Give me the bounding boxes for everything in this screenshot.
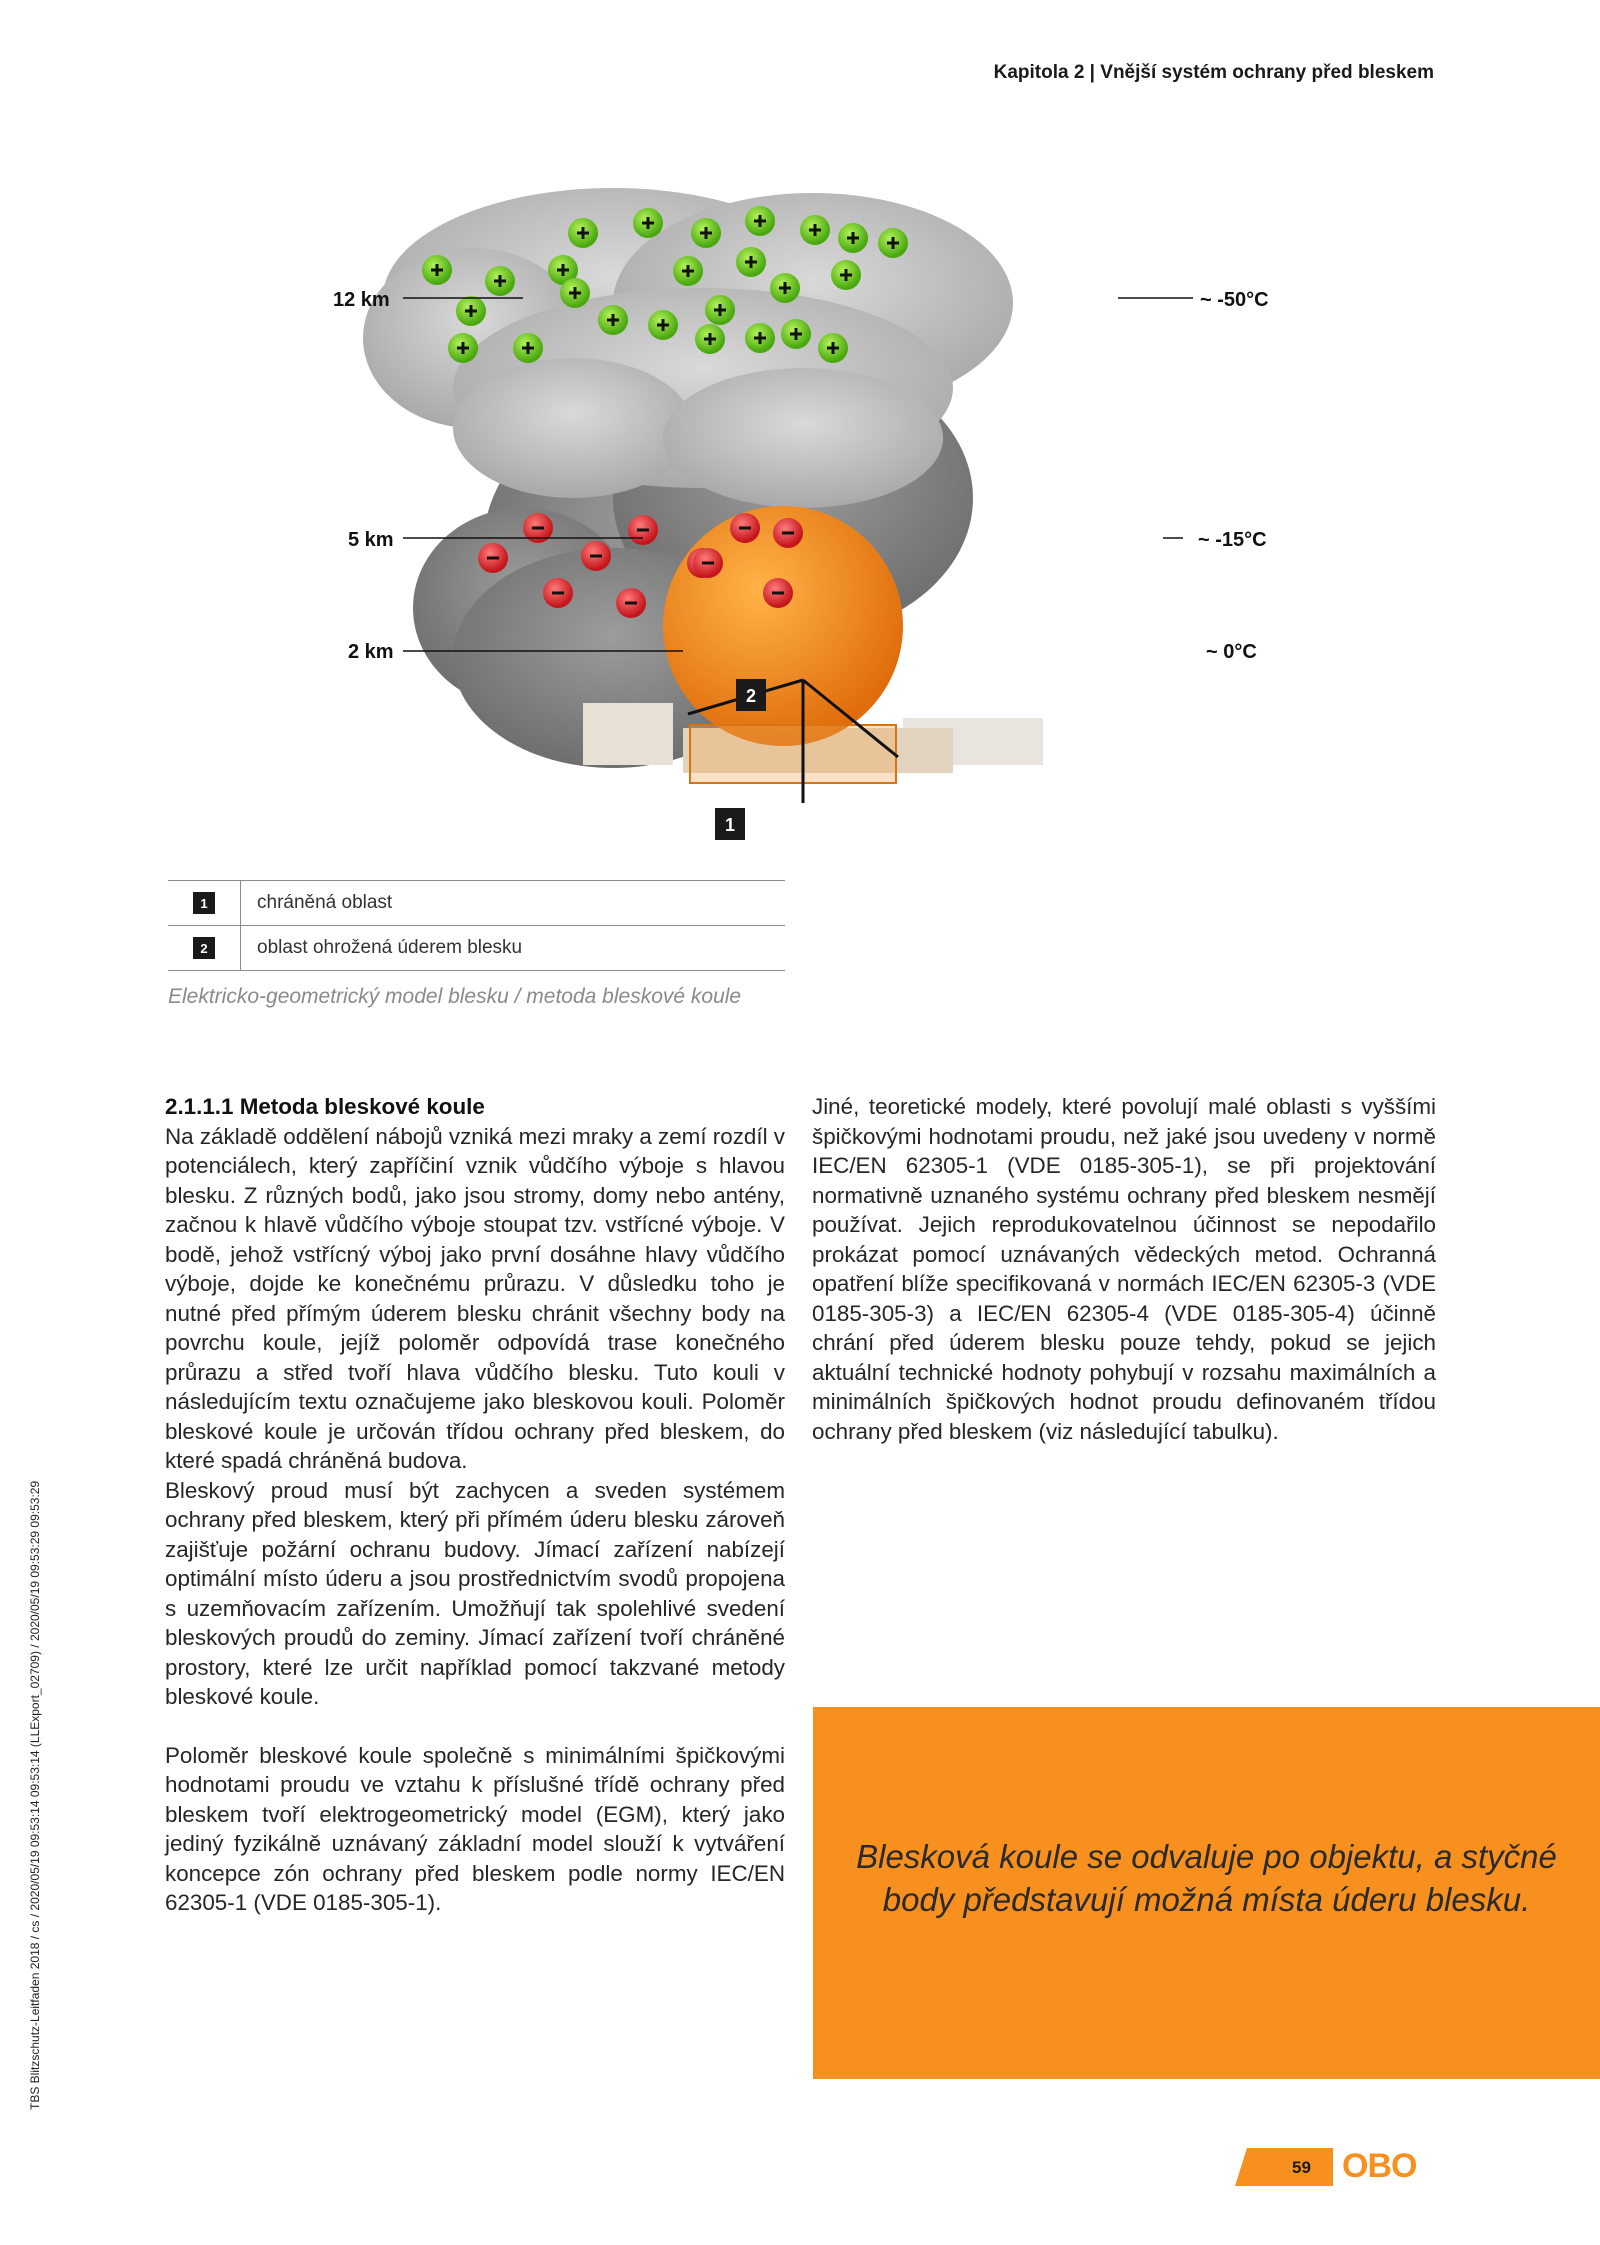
positive-charge	[673, 256, 703, 286]
legend-label: chráněná oblast	[257, 892, 393, 913]
positive-charge	[818, 333, 848, 363]
marker-1	[715, 808, 745, 840]
svg-text:2: 2	[745, 686, 757, 706]
height-label-12km: 12 km	[333, 289, 390, 311]
legend-number: 1	[193, 892, 215, 914]
positive-charge	[456, 296, 486, 326]
positive-charge	[838, 223, 868, 253]
side-metadata-text: TBS Blitzschutz-Leitfaden 2018 / cs / 2020/05/19 09:53:14 09:53:14 (LLExport_02709) / 2020/05/19 09:53:29 09:53:29	[28, 1480, 42, 2110]
positive-charge	[633, 208, 663, 238]
chapter-title: Kapitola 2 | Vnější systém ochrany před bleskem	[993, 62, 1434, 83]
legend-row	[168, 880, 785, 925]
negative-charge	[581, 541, 611, 571]
page-number-tab	[1235, 2148, 1333, 2186]
positive-charge	[800, 215, 830, 245]
paragraph: Na základě oddělení nábojů vzniká mezi mraky a zemí rozdíl v potenciálech, který zapříčiní vznik vůdčího výboje s hlavou blesku. Z různých bodů, jako jsou stromy, domy nebo antény, začnou k hlavě vůdčího výboje stoupat tzv. vstřícné výboje. V bodě, jehož vstřícný výboj jako první dosáhne hlavy vůdčího výboje, dojde ke konečnému průrazu. V důsledku toho je nutné před přímým úderem blesku chránit všechny body na povrchu koule, jejíž poloměr odpovídá trase konečného průrazu a střed tvoří hlava vůdčího blesku. Tuto kouli v následujícím textu označujeme jako bleskovou kouli. Poloměr bleskové koule je určován třídou ochrany před bleskem, do které spadá chráněná budova.	[165, 1123, 785, 1473]
positive-charge	[448, 333, 478, 363]
highlight-quote: Blesková koule se odvaluje po objektu, a styčné body představují možná místa úderu blesku.	[856, 1838, 1557, 1918]
protected-area	[690, 725, 896, 783]
figure-caption: Elektricko-geometrický model blesku / metoda bleskové koule	[168, 985, 742, 1008]
positive-charge	[781, 319, 811, 349]
marker-2	[736, 679, 766, 711]
negative-charge	[478, 543, 508, 573]
legend-label: oblast ohrožená úderem blesku	[257, 937, 523, 958]
temp-label-0: ~ 0°C	[1206, 641, 1257, 663]
positive-charge	[568, 218, 598, 248]
legend-divider	[240, 881, 241, 925]
svg-text:1: 1	[724, 815, 736, 835]
paragraph: Poloměr bleskové koule společně s minimálními špičkovými hodnotami proudu ve vztahu k příslušné třídě ochrany před bleskem tvoří elektrogeometrický model (EGM), který jako jediný fyzikálně uznávaný základní model slouží k vytváření koncepce zón ochrany před bleskem podle normy IEC/EN 62305-1 (VDE 0185-305-1).	[165, 1742, 785, 1915]
lightning-model-figure	[313, 188, 1269, 853]
section-heading: 2.1.1.1 Metoda bleskové koule	[165, 1094, 485, 1119]
positive-charge	[422, 255, 452, 285]
obo-logo: OBO	[1342, 2147, 1417, 2185]
legend-number: 2	[193, 937, 215, 959]
page-number: 59	[1292, 2158, 1311, 2177]
temp-label-50: ~ -50°C	[1200, 289, 1269, 311]
positive-charge	[560, 278, 590, 308]
figure-legend	[168, 880, 785, 971]
positive-charge	[736, 247, 766, 277]
positive-charge	[598, 305, 628, 335]
positive-charge	[691, 218, 721, 248]
negative-charge	[616, 588, 646, 618]
positive-charge	[695, 324, 725, 354]
positive-charge	[648, 310, 678, 340]
positive-charge	[831, 260, 861, 290]
negative-charge	[730, 513, 760, 543]
positive-charge	[745, 323, 775, 353]
negative-charge	[773, 518, 803, 548]
positive-charge	[485, 266, 515, 296]
height-label-5km: 5 km	[348, 529, 394, 551]
positive-charge	[705, 295, 735, 325]
negative-charge	[543, 578, 573, 608]
positive-charge	[513, 333, 543, 363]
height-label-2km: 2 km	[348, 641, 394, 663]
left-column	[165, 1092, 785, 1918]
negative-charge	[693, 548, 723, 578]
positive-charge	[770, 273, 800, 303]
temp-label-15: ~ -15°C	[1198, 529, 1267, 551]
legend-divider	[240, 926, 241, 970]
positive-charge	[878, 228, 908, 258]
negative-charge	[763, 578, 793, 608]
positive-charge	[745, 206, 775, 236]
negative-charge	[628, 515, 658, 545]
legend-row	[168, 925, 785, 971]
paragraph: Bleskový proud musí být zachycen a sveden systémem ochrany před bleskem, který při přímém úderu blesku zároveň zajišťuje požární ochranu budovy. Jímací zařízení nabízejí optimální místo úderu a jsou prostřednictvím svodů propojena s uzemňovacím zařízením. Umožňují tak spolehlivé svedení bleskových proudů do zeminy. Jímací zařízení tvoří chráněné prostory, které lze určit například pomocí takzvané metody bleskové koule.	[165, 1477, 785, 1709]
highlight-box	[813, 1707, 1600, 2079]
right-column	[812, 1092, 1436, 1446]
paragraph: Jiné, teoretické modely, které povolují malé oblasti s vyššími špičkovými hodnotami proudu, než jaké jsou uvedeny v normě IEC/EN 62305-1 (VDE 0185-305-1), se při projektování normativně uznaného systému ochrany před bleskem nesmějí používat. Jejich reprodukovatelnou účinnost se nepodařilo prokázat pomocí uznávaných vědeckých metod. Ochranná opatření blíže specifikovaná v normách IEC/EN 62305-3 (VDE 0185-305-3) a IEC/EN 62305-4 (VDE 0185-305-4) účinně chrání před úderem blesku pouze tehdy, pokud se jejich aktuální technické hodnoty pohybují v rozsahu maximálních a minimálních špičkových hodnot proudu definovaném třídou ochrany před bleskem (viz následující tabulku).	[812, 1094, 1436, 1444]
